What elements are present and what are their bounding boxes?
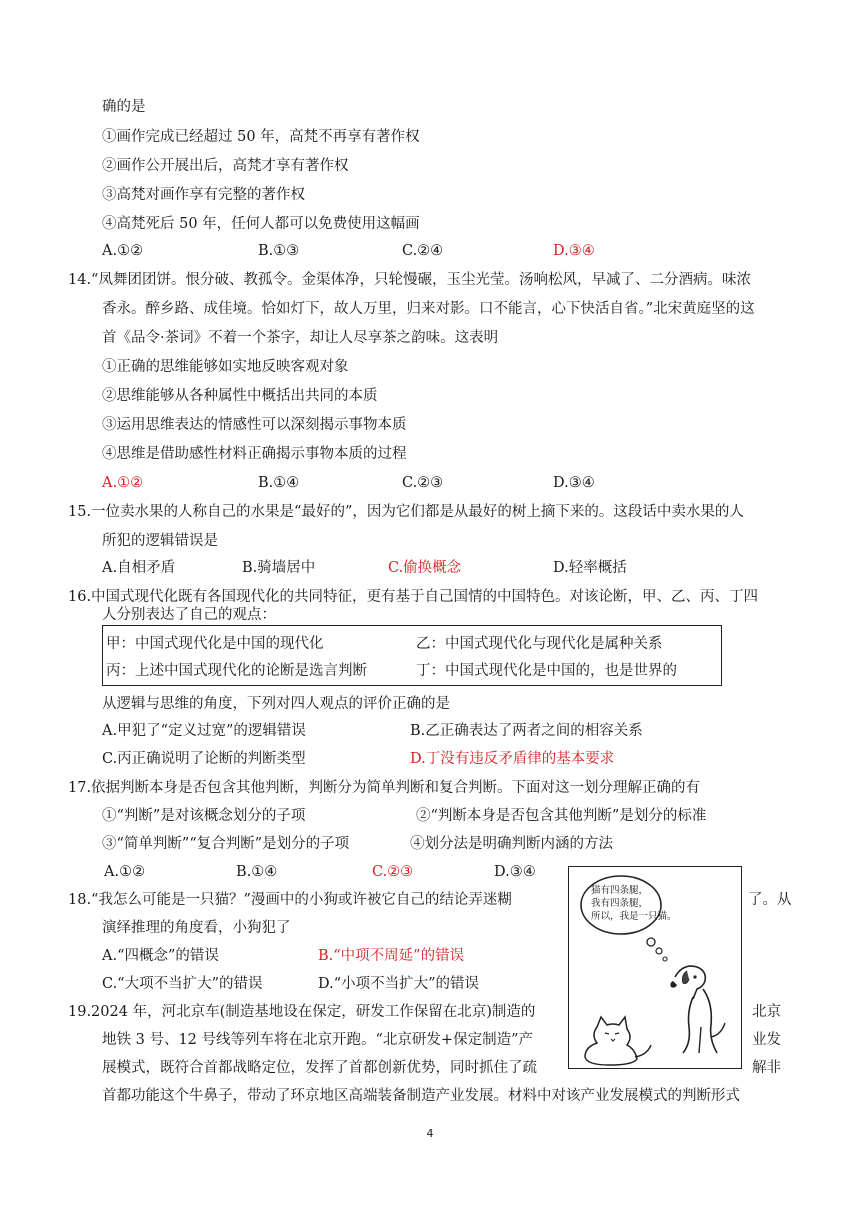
q18-option-c: C.“大项不当扩大”的错误 [102,976,263,992]
q16-opinion-bing: 丙：上述中国式现代化的论断是选言判断 [106,663,367,679]
q14-line-3: 首《品令·茶词》不着一个茶字，却让人尽享茶之韵味。这表明 [102,330,499,346]
q15-option-d: D.轻率概括 [553,560,627,576]
q13-stem: 确的是 [102,99,146,115]
q19-line-2a: 地铁 3 号、12 号线等列车将在北京开跑。“北京研发+保定制造”产 [102,1032,533,1048]
q13-option-d-answer: D.③④ [553,243,595,259]
q13-option-b: B.①③ [258,243,300,259]
q17-item-3: ③“简单判断”“复合判断”是划分的子项 [102,836,350,852]
q16-line-2: 人分别表达了自己的观点： [102,607,276,623]
q15-option-b: B.骑墙居中 [242,560,316,576]
q18-option-a: A.“四概念”的错误 [102,948,219,964]
bubble-line-2: 我有四条腿， [591,898,649,909]
q17-item-2: ②“判断本身是否包含其他判断”是划分的标准 [416,808,707,824]
page-number: 4 [426,1127,434,1140]
q14-line-2: 香永。醉乡路、成佳境。恰如灯下，故人万里，归来对影。口不能言，心下快活自省。”北宋黄庭坚的这 [102,301,755,317]
q19-line-3b: 解非 [752,1060,781,1076]
q14-option-b: B.①④ [258,475,300,491]
q14-item-3: ③运用思维表达的情感性可以深刻揭示事物本质 [102,417,407,433]
q14-option-d: D.③④ [553,475,595,491]
q14-option-c: C.②③ [402,475,444,491]
q16-line-1: 16.中国式现代化既有各国现代化的共同特征，更有基于自己国情的中国特色。对该论断，甲、乙、丙、丁四 [68,589,759,605]
q18-line-a-end: 了。从 [748,892,792,908]
q18-line-b: 演绎推理的角度看，小狗犯了 [102,920,291,936]
q13-item-4: ④高梵死后 50 年，任何人都可以免费使用这幅画 [102,216,420,232]
q19-line-4: 首都功能这个牛鼻子，带动了环京地区高端装备制造产业发展。材料中对该产业发展模式的判断形式 [102,1088,740,1104]
q18-line-a: 18.“我怎么可能是一只猫？”漫画中的小狗或许被它自己的结论弄迷糊 [68,892,512,908]
q17-item-1: ①“判断”是对该概念划分的子项 [102,808,306,824]
q16-option-c: C.丙正确说明了论断的判断类型 [102,751,306,767]
bubble-line-1: 猫有四条腿， [591,885,649,896]
q16-opinion-jia: 甲：中国式现代化是中国的现代化 [106,636,324,652]
q19-line-3a: 展模式，既符合首都战略定位，发挥了首都创新优势，同时抓住了疏 [102,1060,537,1076]
q16-option-a: A.甲犯了“定义过宽”的逻辑错误 [102,723,306,739]
bubble-line-3: 所以，我是一只猫。 [591,911,677,922]
q13-item-2: ②画作公开展出后，高梵才享有著作权 [102,158,349,174]
q17-item-4: ④划分法是明确判断内涵的方法 [410,836,613,852]
cartoon-dog-cat [568,866,742,1069]
q13-option-a: A.①② [102,243,144,259]
q18-option-d: D.“小项不当扩大”的错误 [318,976,480,992]
q19-line-1a: 19.2024 年，河北京车(制造基地设在保定，研发工作保留在北京)制造的 [68,1004,536,1020]
q16-opinion-yi: 乙：中国式现代化与现代化是属种关系 [416,636,663,652]
q14-option-a-answer: A.①② [102,475,144,491]
q13-item-1: ①画作完成已经超过 50 年，高梵不再享有著作权 [102,129,420,145]
q19-line-2b: 业发 [752,1032,781,1048]
q16-option-d-answer: D.丁没有违反矛盾律的基本要求 [410,751,615,767]
q16-option-b: B.乙正确表达了两者之间的相容关系 [410,723,643,739]
q14-item-1: ①正确的思维能够如实地反映客观对象 [102,359,349,375]
q14-item-2: ②思维能够从各种属性中概括出共同的本质 [102,388,378,404]
q14-item-4: ④思维是借助感性材料正确揭示事物本质的过程 [102,446,407,462]
q13-option-c: C.②④ [402,243,444,259]
q17-option-b: B.①④ [236,864,278,880]
q19-line-1b: 北京 [752,1004,781,1020]
q15-line-2: 所犯的逻辑错误是 [102,533,218,549]
q16-after: 从逻辑与思维的角度，下列对四人观点的评价正确的是 [102,696,450,712]
q17-line: 17.依据判断本身是否包含其他判断，判断分为简单判断和复合判断。下面对这一划分理解正确的有 [68,780,701,796]
q18-option-b-answer: B.“中项不周延”的错误 [318,948,465,964]
q17-option-d: D.③④ [494,864,536,880]
q14-line-1: 14.“凤舞团团饼。恨分破、教孤令。金渠体净，只轮慢碾，玉尘光莹。汤响松风，早减了、二分酒病。味浓 [68,272,751,288]
q15-option-c-answer: C.偷换概念 [388,560,462,576]
q17-option-a: A.①② [104,864,146,880]
q16-opinion-ding: 丁：中国式现代化是中国的，也是世界的 [416,663,677,679]
q15-option-a: A.自相矛盾 [102,560,176,576]
q17-option-c-answer: C.②③ [372,864,414,880]
q15-line-1: 15.一位卖水果的人称自己的水果是“最好的”，因为它们都是从最好的树上摘下来的。这段话中卖水果的人 [68,504,744,520]
q13-item-3: ③高梵对画作享有完整的著作权 [102,187,305,203]
